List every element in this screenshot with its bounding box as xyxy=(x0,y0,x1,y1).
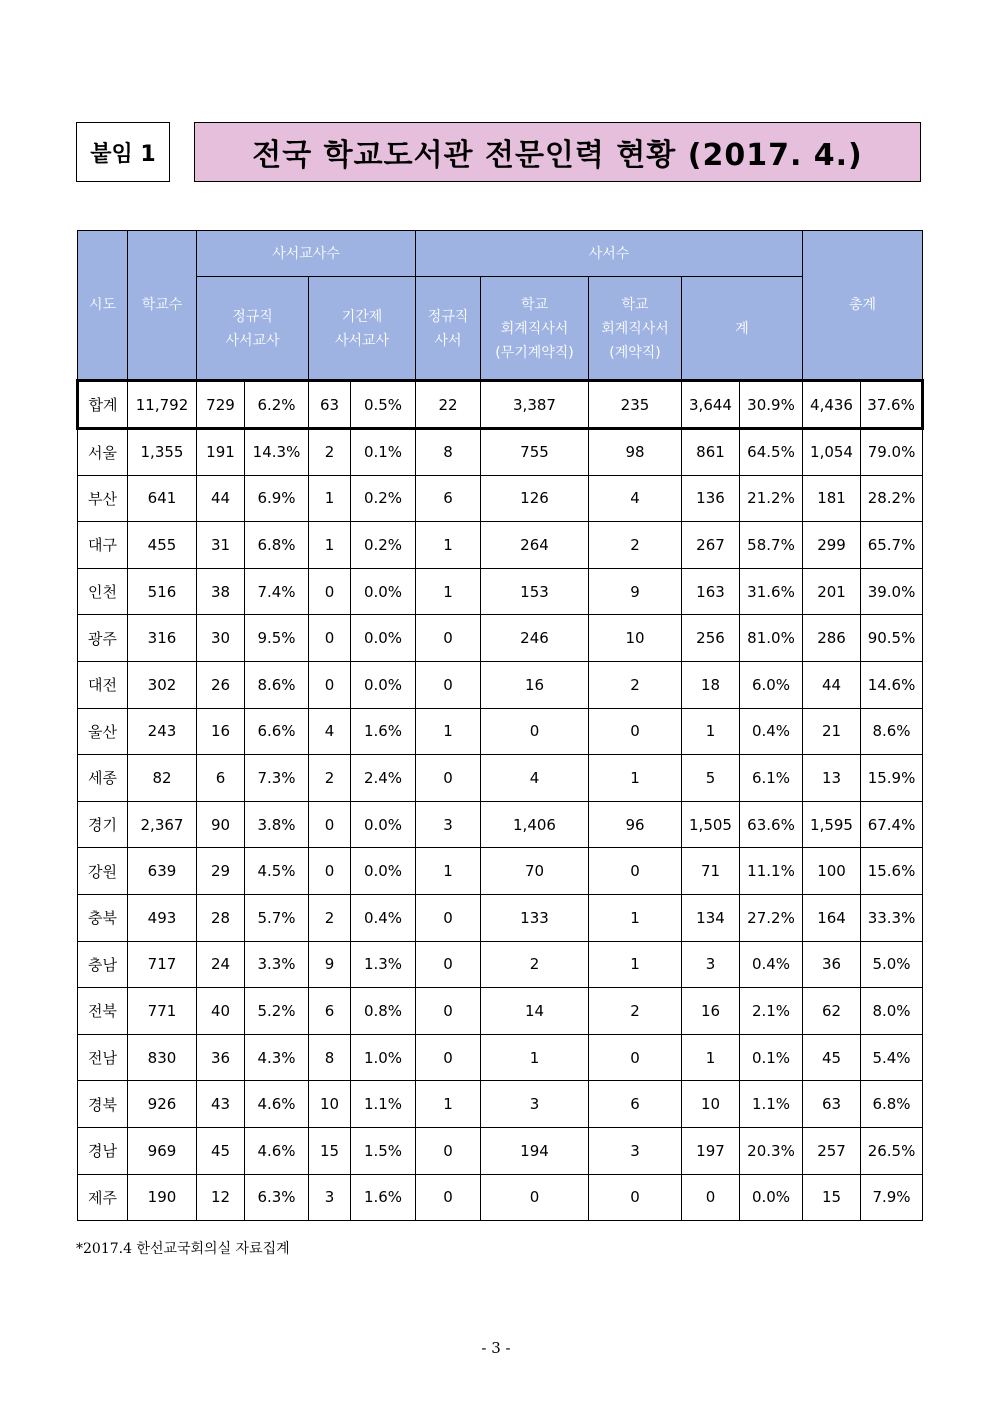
table-cell: 6.0% xyxy=(740,661,803,708)
table-cell: 0 xyxy=(416,894,481,941)
table-row xyxy=(78,941,923,988)
table-cell: 3 xyxy=(589,1127,682,1174)
table-cell: 2,367 xyxy=(128,801,197,848)
table-cell: 10 xyxy=(682,1081,740,1128)
table-cell: 3 xyxy=(309,1174,351,1221)
table-cell: 1.6% xyxy=(351,708,416,755)
table-cell: 100 xyxy=(803,848,861,895)
table-cell: 16 xyxy=(481,661,589,708)
total-cell: 3,387 xyxy=(481,381,589,429)
table-cell: 6.3% xyxy=(245,1174,309,1221)
table-cell: 493 xyxy=(128,894,197,941)
table-cell: 0.0% xyxy=(351,615,416,662)
table-cell: 6.9% xyxy=(245,475,309,522)
header-teacher-librarian: 사서교사수 xyxy=(197,231,416,277)
table-cell: 45 xyxy=(197,1127,245,1174)
table-cell: 191 xyxy=(197,429,245,476)
table-cell: 0.0% xyxy=(351,848,416,895)
table-row xyxy=(78,801,923,848)
table-cell: 302 xyxy=(128,661,197,708)
table-cell: 0.8% xyxy=(351,988,416,1035)
table-cell: 1,054 xyxy=(803,429,861,476)
table-cell: 0 xyxy=(481,708,589,755)
table-cell: 0 xyxy=(416,615,481,662)
header-line: 사서 xyxy=(434,332,462,349)
table-cell: 13 xyxy=(803,755,861,802)
table-cell: 0.2% xyxy=(351,522,416,569)
header-regular-librarian xyxy=(416,277,481,381)
table-cell: 126 xyxy=(481,475,589,522)
table-cell: 40 xyxy=(197,988,245,1035)
table-cell: 2.4% xyxy=(351,755,416,802)
table-cell: 6 xyxy=(309,988,351,1035)
table-cell: 15.9% xyxy=(861,755,923,802)
table-cell: 65.7% xyxy=(861,522,923,569)
table-cell: 0 xyxy=(589,1174,682,1221)
table-cell: 10 xyxy=(309,1081,351,1128)
table-cell: 1,406 xyxy=(481,801,589,848)
table-cell: 755 xyxy=(481,429,589,476)
table-cell: 264 xyxy=(481,522,589,569)
table-cell: 21.2% xyxy=(740,475,803,522)
table-cell: 9 xyxy=(309,941,351,988)
table-cell: 830 xyxy=(128,1034,197,1081)
table-cell: 0.1% xyxy=(740,1034,803,1081)
total-cell: 3,644 xyxy=(682,381,740,429)
table-cell: 7.9% xyxy=(861,1174,923,1221)
staff-table xyxy=(76,230,924,1221)
table-cell: 1.6% xyxy=(351,1174,416,1221)
header-regular-teacher xyxy=(197,277,309,381)
table-cell: 6 xyxy=(197,755,245,802)
table-cell: 1.1% xyxy=(740,1081,803,1128)
total-cell: 합계 xyxy=(78,381,128,429)
table-cell: 299 xyxy=(803,522,861,569)
table-row xyxy=(78,1034,923,1081)
table-row xyxy=(78,475,923,522)
total-cell: 22 xyxy=(416,381,481,429)
table-cell: 1 xyxy=(416,568,481,615)
table-cell: 6.6% xyxy=(245,708,309,755)
table-cell: 516 xyxy=(128,568,197,615)
source-note: *2017.4 한선교국회의실 자료집계 xyxy=(76,1241,290,1257)
table-row xyxy=(78,661,923,708)
region-cell: 경남 xyxy=(78,1127,128,1174)
table-row xyxy=(78,615,923,662)
table-cell: 29 xyxy=(197,848,245,895)
table-row xyxy=(78,988,923,1035)
table-cell: 4 xyxy=(309,708,351,755)
table-cell: 16 xyxy=(682,988,740,1035)
header-schools: 학교수 xyxy=(128,231,197,381)
table-cell: 7.3% xyxy=(245,755,309,802)
total-cell: 30.9% xyxy=(740,381,803,429)
total-cell: 37.6% xyxy=(861,381,923,429)
table-cell: 4.3% xyxy=(245,1034,309,1081)
table-cell: 6 xyxy=(416,475,481,522)
total-cell: 235 xyxy=(589,381,682,429)
table-cell: 0.0% xyxy=(351,661,416,708)
table-cell: 0 xyxy=(589,708,682,755)
total-cell: 11,792 xyxy=(128,381,197,429)
table-cell: 1 xyxy=(416,1081,481,1128)
table-cell: 70 xyxy=(481,848,589,895)
table-cell: 1.0% xyxy=(351,1034,416,1081)
table-cell: 1 xyxy=(416,848,481,895)
table-cell: 0.0% xyxy=(740,1174,803,1221)
header-line: 사서교사 xyxy=(225,332,280,349)
table-cell: 639 xyxy=(128,848,197,895)
table-cell: 58.7% xyxy=(740,522,803,569)
table-row xyxy=(78,1127,923,1174)
header-line: (무기계약직) xyxy=(495,344,574,361)
table-cell: 1,595 xyxy=(803,801,861,848)
table-cell: 0 xyxy=(309,848,351,895)
table-cell: 14.6% xyxy=(861,661,923,708)
table-cell: 0.2% xyxy=(351,475,416,522)
table-cell: 257 xyxy=(803,1127,861,1174)
table-cell: 1 xyxy=(589,894,682,941)
table-cell: 98 xyxy=(589,429,682,476)
table-cell: 2 xyxy=(481,941,589,988)
table-cell: 0 xyxy=(416,661,481,708)
table-cell: 3 xyxy=(481,1081,589,1128)
table-cell: 771 xyxy=(128,988,197,1035)
table-cell: 2 xyxy=(589,522,682,569)
table-cell: 1 xyxy=(416,522,481,569)
table-cell: 5.2% xyxy=(245,988,309,1035)
table-cell: 717 xyxy=(128,941,197,988)
region-cell: 경기 xyxy=(78,801,128,848)
table-cell: 16 xyxy=(197,708,245,755)
table-cell: 0.4% xyxy=(740,941,803,988)
table-cell: 1 xyxy=(682,1034,740,1081)
region-cell: 세종 xyxy=(78,755,128,802)
table-cell: 11.1% xyxy=(740,848,803,895)
table-cell: 0 xyxy=(309,568,351,615)
header-line: 학교 xyxy=(520,296,549,313)
table-cell: 9 xyxy=(589,568,682,615)
table-cell: 8.6% xyxy=(245,661,309,708)
table-cell: 9.5% xyxy=(245,615,309,662)
table-cell: 67.4% xyxy=(861,801,923,848)
region-cell: 경북 xyxy=(78,1081,128,1128)
table-cell: 133 xyxy=(481,894,589,941)
total-cell: 6.2% xyxy=(245,381,309,429)
table-cell: 316 xyxy=(128,615,197,662)
table-cell: 267 xyxy=(682,522,740,569)
table-cell: 8 xyxy=(416,429,481,476)
table-cell: 33.3% xyxy=(861,894,923,941)
table-cell: 1,355 xyxy=(128,429,197,476)
table-row xyxy=(78,1174,923,1221)
table-cell: 18 xyxy=(682,661,740,708)
table-cell: 1.3% xyxy=(351,941,416,988)
region-cell: 충남 xyxy=(78,941,128,988)
table-cell: 190 xyxy=(128,1174,197,1221)
table-cell: 256 xyxy=(682,615,740,662)
table-cell: 2.1% xyxy=(740,988,803,1035)
table-cell: 0 xyxy=(309,661,351,708)
region-cell: 충북 xyxy=(78,894,128,941)
table-cell: 7.4% xyxy=(245,568,309,615)
table-cell: 1 xyxy=(416,708,481,755)
header-line: 학교 xyxy=(621,296,649,313)
table-cell: 3.3% xyxy=(245,941,309,988)
table-cell: 1 xyxy=(589,941,682,988)
table-cell: 45 xyxy=(803,1034,861,1081)
table-cell: 969 xyxy=(128,1127,197,1174)
table-cell: 5.4% xyxy=(861,1034,923,1081)
table-cell: 5.7% xyxy=(245,894,309,941)
table-cell: 5 xyxy=(682,755,740,802)
table-cell: 31 xyxy=(197,522,245,569)
table-cell: 2 xyxy=(589,988,682,1035)
table-cell: 455 xyxy=(128,522,197,569)
table-cell: 163 xyxy=(682,568,740,615)
table-cell: 2 xyxy=(309,894,351,941)
region-cell: 대구 xyxy=(78,522,128,569)
table-cell: 0 xyxy=(309,615,351,662)
table-cell: 90.5% xyxy=(861,615,923,662)
table-cell: 1 xyxy=(309,475,351,522)
region-cell: 제주 xyxy=(78,1174,128,1221)
table-cell: 4 xyxy=(589,475,682,522)
table-cell: 2 xyxy=(309,755,351,802)
total-cell: 63 xyxy=(309,381,351,429)
table-cell: 0.4% xyxy=(351,894,416,941)
table-cell: 71 xyxy=(682,848,740,895)
table-cell: 0 xyxy=(416,755,481,802)
table-cell: 1 xyxy=(309,522,351,569)
table-cell: 15 xyxy=(309,1127,351,1174)
table-cell: 0 xyxy=(416,1034,481,1081)
table-cell: 181 xyxy=(803,475,861,522)
table-cell: 6.8% xyxy=(861,1081,923,1128)
header-line: 정규직 xyxy=(427,308,469,325)
table-cell: 201 xyxy=(803,568,861,615)
header-line: 회계직사서 xyxy=(601,320,669,337)
header-line: 회계직사서 xyxy=(500,320,569,337)
table-cell: 0 xyxy=(416,1174,481,1221)
table-cell: 8.0% xyxy=(861,988,923,1035)
table-row xyxy=(78,894,923,941)
table-cell: 28.2% xyxy=(861,475,923,522)
table-cell: 31.6% xyxy=(740,568,803,615)
table-cell: 926 xyxy=(128,1081,197,1128)
table-cell: 153 xyxy=(481,568,589,615)
table-cell: 0 xyxy=(309,801,351,848)
table-cell: 1 xyxy=(682,708,740,755)
header-total: 총계 xyxy=(803,231,923,381)
table-cell: 286 xyxy=(803,615,861,662)
table-cell: 6.8% xyxy=(245,522,309,569)
table-cell: 44 xyxy=(197,475,245,522)
table-cell: 8.6% xyxy=(861,708,923,755)
region-cell: 서울 xyxy=(78,429,128,476)
table-cell: 0.0% xyxy=(351,568,416,615)
table-cell: 12 xyxy=(197,1174,245,1221)
table-cell: 14 xyxy=(481,988,589,1035)
table-row xyxy=(78,522,923,569)
header-line: 기간제 xyxy=(341,308,383,325)
table-cell: 79.0% xyxy=(861,429,923,476)
table-cell: 96 xyxy=(589,801,682,848)
table-cell: 82 xyxy=(128,755,197,802)
table-cell: 164 xyxy=(803,894,861,941)
table-row xyxy=(78,755,923,802)
header-line: (계약직) xyxy=(609,344,661,361)
table-cell: 39.0% xyxy=(861,568,923,615)
header-region: 시도 xyxy=(78,231,128,381)
table-cell: 0 xyxy=(416,988,481,1035)
table-cell: 641 xyxy=(128,475,197,522)
table-cell: 14.3% xyxy=(245,429,309,476)
table-cell: 0 xyxy=(589,1034,682,1081)
table-row xyxy=(78,1081,923,1128)
table-cell: 1 xyxy=(481,1034,589,1081)
table-cell: 0 xyxy=(416,941,481,988)
table-cell: 26.5% xyxy=(861,1127,923,1174)
header-librarian: 사서수 xyxy=(416,231,803,277)
table-cell: 194 xyxy=(481,1127,589,1174)
table-cell: 0.0% xyxy=(351,801,416,848)
table-cell: 15.6% xyxy=(861,848,923,895)
table-cell: 4.5% xyxy=(245,848,309,895)
table-cell: 134 xyxy=(682,894,740,941)
header-accounting-contract xyxy=(589,277,682,381)
table-cell: 4.6% xyxy=(245,1081,309,1128)
table-cell: 1.1% xyxy=(351,1081,416,1128)
header-accounting-permanent xyxy=(481,277,589,381)
table-cell: 6.1% xyxy=(740,755,803,802)
table-cell: 26 xyxy=(197,661,245,708)
table-cell: 63.6% xyxy=(740,801,803,848)
table-cell: 36 xyxy=(197,1034,245,1081)
table-row xyxy=(78,848,923,895)
table-cell: 0 xyxy=(589,848,682,895)
table-cell: 5.0% xyxy=(861,941,923,988)
table-cell: 0 xyxy=(416,1127,481,1174)
table-cell: 3.8% xyxy=(245,801,309,848)
table-cell: 43 xyxy=(197,1081,245,1128)
header-line: 사서교사 xyxy=(334,332,390,349)
region-cell: 부산 xyxy=(78,475,128,522)
table-cell: 2 xyxy=(309,429,351,476)
table-cell: 27.2% xyxy=(740,894,803,941)
table-cell: 30 xyxy=(197,615,245,662)
header-fixed-term-teacher xyxy=(309,277,416,381)
region-cell: 강원 xyxy=(78,848,128,895)
region-cell: 전남 xyxy=(78,1034,128,1081)
table-cell: 4 xyxy=(481,755,589,802)
page-number: - 3 - xyxy=(481,1339,511,1357)
table-cell: 81.0% xyxy=(740,615,803,662)
region-cell: 광주 xyxy=(78,615,128,662)
table-cell: 44 xyxy=(803,661,861,708)
table-cell: 64.5% xyxy=(740,429,803,476)
table-cell: 36 xyxy=(803,941,861,988)
total-cell: 4,436 xyxy=(803,381,861,429)
total-cell: 0.5% xyxy=(351,381,416,429)
table-body xyxy=(78,381,923,1221)
table-cell: 0.4% xyxy=(740,708,803,755)
table-cell: 24 xyxy=(197,941,245,988)
table-cell: 20.3% xyxy=(740,1127,803,1174)
table-cell: 62 xyxy=(803,988,861,1035)
table-cell: 6 xyxy=(589,1081,682,1128)
page-title: 전국 학교도서관 전문인력 현황 (2017. 4.) xyxy=(194,122,921,182)
table-cell: 90 xyxy=(197,801,245,848)
region-cell: 울산 xyxy=(78,708,128,755)
table-row xyxy=(78,429,923,476)
table-cell: 1 xyxy=(589,755,682,802)
total-cell: 729 xyxy=(197,381,245,429)
table-cell: 246 xyxy=(481,615,589,662)
table-cell: 243 xyxy=(128,708,197,755)
table-cell: 63 xyxy=(803,1081,861,1128)
table-cell: 4.6% xyxy=(245,1127,309,1174)
table-cell: 1.5% xyxy=(351,1127,416,1174)
table-cell: 861 xyxy=(682,429,740,476)
table-cell: 38 xyxy=(197,568,245,615)
header-subtotal: 계 xyxy=(682,277,803,381)
table-cell: 21 xyxy=(803,708,861,755)
table-cell: 28 xyxy=(197,894,245,941)
region-cell: 인천 xyxy=(78,568,128,615)
table-cell: 3 xyxy=(416,801,481,848)
table-cell: 1,505 xyxy=(682,801,740,848)
table-cell: 136 xyxy=(682,475,740,522)
attachment-label: 붙임 1 xyxy=(76,122,170,182)
table-cell: 2 xyxy=(589,661,682,708)
region-cell: 전북 xyxy=(78,988,128,1035)
table-cell: 15 xyxy=(803,1174,861,1221)
table-row xyxy=(78,568,923,615)
total-row xyxy=(78,381,923,429)
table-cell: 0 xyxy=(682,1174,740,1221)
table-cell: 3 xyxy=(682,941,740,988)
table-cell: 8 xyxy=(309,1034,351,1081)
table-cell: 10 xyxy=(589,615,682,662)
region-cell: 대전 xyxy=(78,661,128,708)
table-cell: 0.1% xyxy=(351,429,416,476)
table-cell: 197 xyxy=(682,1127,740,1174)
header-line: 정규직 xyxy=(232,308,273,325)
table-cell: 0 xyxy=(481,1174,589,1221)
table-row xyxy=(78,708,923,755)
